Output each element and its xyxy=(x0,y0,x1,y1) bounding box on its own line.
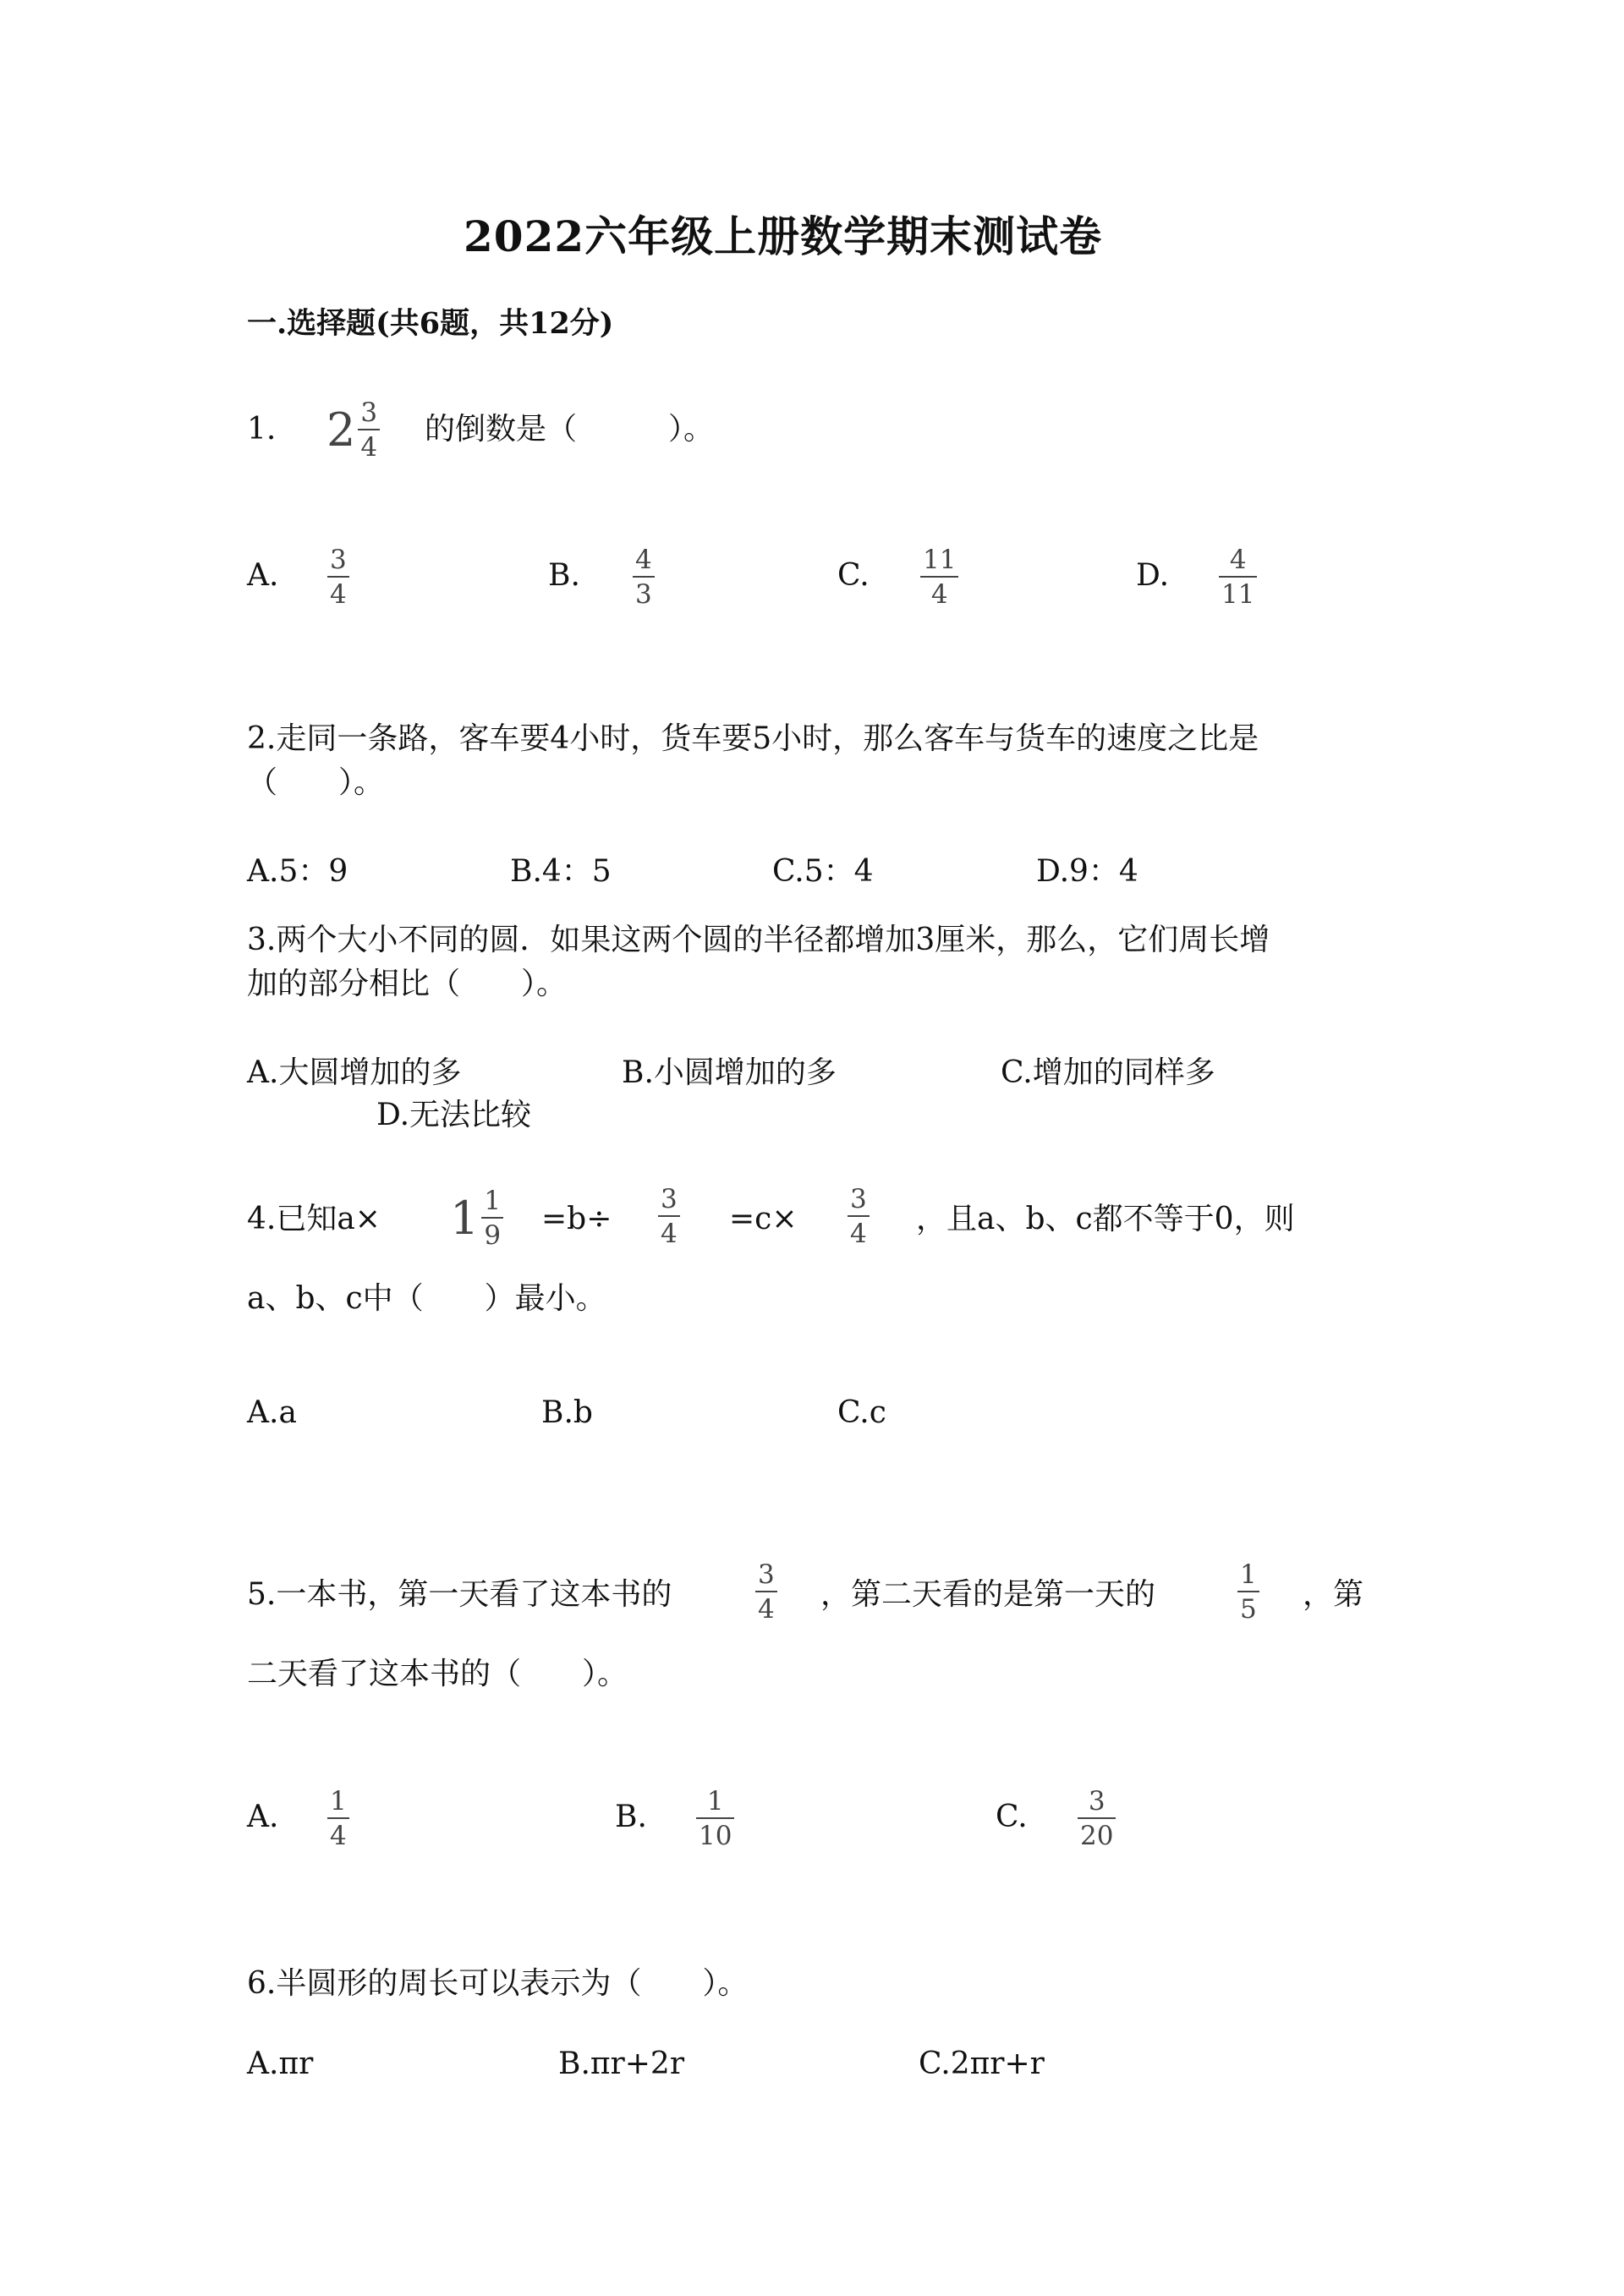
option-b-fraction[interactable] xyxy=(696,1786,734,1851)
question-text-line1: 3.两个大小不同的圆．如果这两个圆的半径都增加3厘米，那么，它们周长增 xyxy=(247,923,1270,957)
fraction-numerator: 3 xyxy=(661,1184,678,1214)
option-b[interactable]: B.πr+2r xyxy=(558,2047,685,2081)
question-text-part1: 4.已知a× xyxy=(247,1202,381,1236)
fraction-bar xyxy=(848,1215,870,1217)
option-d[interactable]: D.9：4 xyxy=(1036,854,1138,889)
question-text-part1: 5.一本书，第一天看了这本书的 xyxy=(247,1577,672,1612)
option-c[interactable]: C.c xyxy=(837,1395,886,1430)
fraction-bar xyxy=(633,576,655,578)
fraction-numerator: 1 xyxy=(484,1186,502,1216)
fraction-denominator: 5 xyxy=(1240,1594,1257,1625)
fraction-denominator: 9 xyxy=(484,1220,502,1251)
option-a[interactable]: A.5：9 xyxy=(247,854,348,889)
mixed-number xyxy=(326,397,380,463)
fraction-bar xyxy=(1078,1817,1116,1819)
mixed-fraction xyxy=(481,1186,503,1251)
option-a[interactable]: A.大圆增加的多 xyxy=(247,1055,462,1090)
fraction-denominator: 4 xyxy=(930,579,948,610)
fraction-denominator: 4 xyxy=(330,1821,347,1851)
fraction-denominator: 4 xyxy=(661,1219,678,1249)
fraction-numerator: 1 xyxy=(330,1786,347,1817)
fraction-numerator: 3 xyxy=(850,1184,867,1214)
option-a[interactable]: A.πr xyxy=(247,2047,314,2081)
option-a[interactable]: A.a xyxy=(247,1395,297,1430)
fraction-numerator: 3 xyxy=(1088,1786,1106,1817)
option-b-label[interactable]: B. xyxy=(548,558,580,593)
question-text-part2: =b÷ xyxy=(541,1202,612,1236)
fraction xyxy=(1237,1559,1259,1625)
fraction-bar xyxy=(658,1215,680,1217)
option-c[interactable]: C.5：4 xyxy=(772,854,874,889)
fraction-numerator: 3 xyxy=(758,1559,775,1590)
mixed-whole: 1 xyxy=(450,1191,480,1245)
question-text-line2: a、b、c中（ ）最小。 xyxy=(247,1281,606,1316)
fraction-bar xyxy=(1219,576,1257,578)
fraction-bar xyxy=(481,1217,503,1219)
fraction-denominator: 11 xyxy=(1221,579,1255,610)
option-d[interactable]: D.无法比较 xyxy=(376,1098,532,1132)
option-c-fraction[interactable] xyxy=(1078,1786,1116,1851)
option-d-fraction[interactable] xyxy=(1219,545,1257,610)
fraction-bar xyxy=(696,1817,734,1819)
question-text: 6.半圆形的周长可以表示为（ ）。 xyxy=(247,1966,749,2001)
fraction xyxy=(755,1559,777,1625)
question-text-line2: （ ）。 xyxy=(247,765,385,800)
fraction-numerator: 11 xyxy=(923,545,957,575)
question-text-line1: 2.走同一条路，客车要4小时，货车要5小时，那么客车与货车的速度之比是 xyxy=(247,721,1259,756)
fraction xyxy=(658,1184,680,1249)
fraction xyxy=(848,1184,870,1249)
fraction-numerator: 4 xyxy=(1229,545,1247,575)
option-d-label[interactable]: D. xyxy=(1136,558,1170,593)
question-text-part4: ，且a、b、c都不等于0，则 xyxy=(916,1202,1295,1236)
option-c[interactable]: C.增加的同样多 xyxy=(1001,1055,1215,1090)
option-b-fraction[interactable] xyxy=(633,545,655,610)
question-number: 1. xyxy=(247,412,277,447)
option-c-label[interactable]: C. xyxy=(996,1800,1028,1834)
fraction-denominator: 4 xyxy=(360,432,378,463)
fraction-denominator: 4 xyxy=(758,1594,775,1625)
fraction-numerator: 3 xyxy=(360,397,378,428)
option-c-label[interactable]: C. xyxy=(837,558,870,593)
fraction-bar xyxy=(358,429,380,430)
page-title: 2022六年级上册数学期末测试卷 xyxy=(464,211,1103,261)
fraction-numerator: 4 xyxy=(635,545,652,575)
fraction-bar xyxy=(327,576,349,578)
question-text-part3: ，第 xyxy=(1303,1577,1364,1612)
question-text-part2: ，第二天看的是第一天的 xyxy=(820,1577,1156,1612)
option-b-label[interactable]: B. xyxy=(615,1800,647,1834)
mixed-number xyxy=(450,1186,503,1251)
option-a-fraction[interactable] xyxy=(327,1786,349,1851)
fraction-bar xyxy=(1237,1591,1259,1592)
question-text: 的倒数是（ ）。 xyxy=(425,412,715,447)
fraction-numerator: 1 xyxy=(1240,1559,1257,1590)
option-a-label[interactable]: A. xyxy=(247,1800,279,1834)
fraction-denominator: 3 xyxy=(635,579,652,610)
question-text-line2: 加的部分相比（ ）。 xyxy=(247,967,568,1001)
fraction-numerator: 3 xyxy=(330,545,347,575)
fraction-denominator: 20 xyxy=(1080,1821,1114,1851)
question-text-line2: 二天看了这本书的（ ）。 xyxy=(247,1657,628,1691)
fraction-denominator: 4 xyxy=(330,579,347,610)
fraction-bar xyxy=(327,1817,349,1819)
option-c-fraction[interactable] xyxy=(920,545,958,610)
fraction-numerator: 1 xyxy=(706,1786,724,1817)
option-a-label[interactable]: A. xyxy=(247,558,279,593)
option-b[interactable]: B.小圆增加的多 xyxy=(622,1055,837,1090)
fraction-denominator: 4 xyxy=(850,1219,867,1249)
section-heading: 一.选择题(共6题，共12分) xyxy=(247,306,614,341)
question-text-part3: =c× xyxy=(729,1202,798,1236)
fraction-bar xyxy=(920,576,958,578)
option-c[interactable]: C.2πr+r xyxy=(919,2047,1045,2081)
fraction-bar xyxy=(755,1591,777,1592)
fraction-denominator: 10 xyxy=(699,1821,732,1851)
option-b[interactable]: B.4：5 xyxy=(510,854,612,889)
mixed-fraction xyxy=(358,397,380,463)
option-b[interactable]: B.b xyxy=(541,1395,593,1430)
option-a-fraction[interactable] xyxy=(327,545,349,610)
mixed-whole: 2 xyxy=(326,403,356,457)
